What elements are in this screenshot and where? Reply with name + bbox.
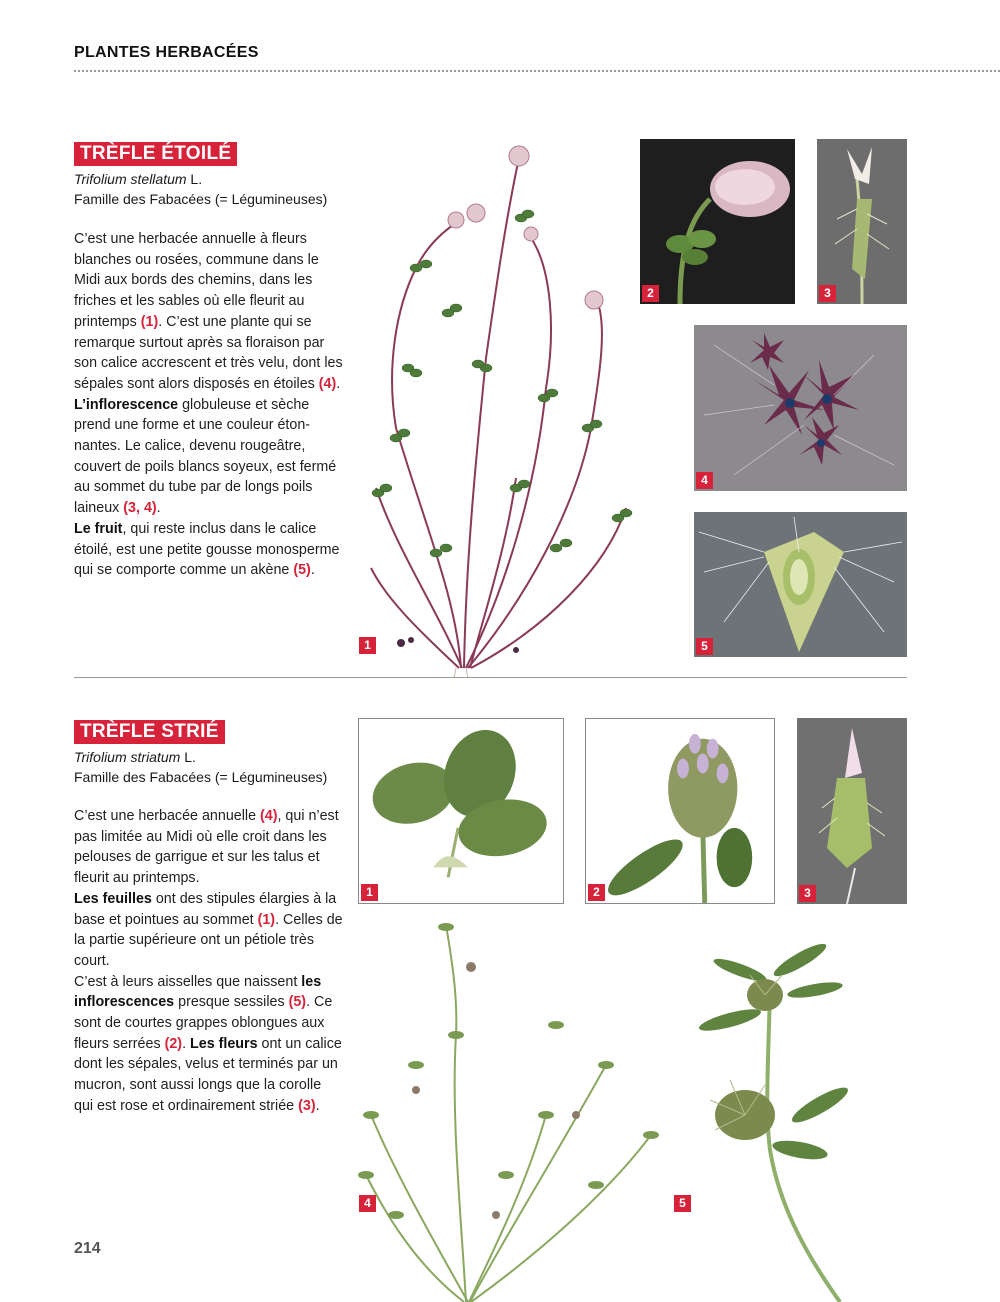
text-run: . Ce sont de courtes grappes oblongues aux fleurs serrées bbox=[74, 994, 333, 1052]
photo-number-badge: 5 bbox=[696, 638, 713, 655]
author-abbrev: L. bbox=[180, 749, 196, 765]
photo-single-flower bbox=[817, 139, 907, 304]
plant-illustration bbox=[356, 128, 641, 678]
text-run: C’est une herbacée annuelle bbox=[74, 808, 260, 824]
photo-number-badge: 2 bbox=[642, 285, 659, 302]
photo-ref: (2) bbox=[164, 1035, 183, 1052]
photo-number-badge: 3 bbox=[819, 285, 836, 302]
text-run: . bbox=[336, 375, 341, 392]
photo-stem-detail bbox=[670, 930, 910, 1302]
author-abbrev: L. bbox=[186, 171, 203, 187]
photo-number-badge: 3 bbox=[799, 885, 816, 902]
species-family: Famille des Fabacées (= Légumineuses) bbox=[74, 191, 328, 207]
photo-ref: (3) bbox=[298, 1097, 316, 1114]
section-divider bbox=[74, 677, 907, 678]
keyword: Les feuilles bbox=[74, 890, 152, 907]
photo-number-badge: 5 bbox=[674, 1195, 691, 1212]
keyword: L’inflorescence bbox=[74, 396, 179, 413]
text-run: C’est une herbacée annuelle à fleurs blanches ou rosées, commune dans le Midi aux bords des chemins, dans les friches et les sables où elle fleurit au printemps bbox=[74, 231, 319, 330]
star-calyces-illustration bbox=[694, 325, 907, 491]
text-run: . bbox=[310, 562, 315, 579]
photo-fruit-calyx bbox=[694, 512, 907, 657]
plant-illustration bbox=[356, 915, 666, 1302]
fruit-calyx-illustration bbox=[694, 512, 907, 657]
leaf-illustration bbox=[359, 719, 563, 903]
text-run: ont des stipules élargies à la base et pointues au sommet bbox=[74, 890, 337, 928]
photo-ref: (1) bbox=[257, 911, 276, 928]
page-number: 214 bbox=[74, 1240, 101, 1257]
section-title: PLANTES HERBACÉES bbox=[74, 44, 259, 61]
photo-ref: (4) bbox=[260, 808, 278, 824]
text-run: . C’est une plante qui se remarque surtout après sa floraison par son calice accrescent et très velu, dont les sépales sont alors disposés en étoiles bbox=[74, 313, 343, 392]
inflorescence-illustration bbox=[586, 719, 774, 903]
photo-ref: (1) bbox=[140, 313, 159, 330]
species-title: TRÈFLE STRIÉ bbox=[74, 720, 225, 744]
text-run: , qui reste inclus dans le calice étoilé, est une petite gousse monosperme qui se comporte comme un akène bbox=[74, 520, 340, 579]
species-title: TRÈFLE ÉTOILÉ bbox=[74, 142, 237, 166]
keyword: Les fleurs bbox=[190, 1035, 258, 1052]
text-run: presque sessiles bbox=[174, 994, 289, 1011]
single-flower-illustration bbox=[817, 139, 907, 304]
photo-star-calyces bbox=[694, 325, 907, 491]
photo-inflorescence bbox=[585, 718, 775, 904]
text-run: . bbox=[315, 1097, 320, 1114]
keyword: les inflorescences bbox=[74, 973, 322, 1011]
flower-head-illustration bbox=[640, 139, 795, 304]
photo-number-badge: 1 bbox=[361, 884, 378, 901]
photo-number-badge: 4 bbox=[359, 1195, 376, 1212]
species-description bbox=[74, 229, 344, 581]
text-run: , qui n’est pas limitée au Midi où elle croit dans les pelouses de garrigue et sur les talus et fleurit au printemps. bbox=[74, 808, 339, 887]
species-latin-name bbox=[74, 169, 202, 189]
photo-ref: (3, 4) bbox=[123, 500, 157, 517]
text-run: ont un calice dont les sépales, velus et terminés par un mucron, sont aussi longs que la corolle qui est rose et ordinairement striée bbox=[74, 1035, 342, 1114]
photo-number-badge: 2 bbox=[588, 884, 605, 901]
photo-whole-plant bbox=[356, 915, 666, 1302]
species-description bbox=[74, 806, 344, 1117]
species-latin-name bbox=[74, 747, 196, 767]
text-run: globuleuse et sèche prend une forme et une couleur étonnantes. Le calice, devenu rougeâtre, couvert de poils blancs soyeux, est fermé au sommet du tube par de longs poils laineux bbox=[74, 396, 337, 517]
striated-flower-illustration bbox=[797, 718, 907, 904]
photo-flower-head bbox=[640, 139, 795, 304]
text-run: . bbox=[156, 500, 161, 517]
photo-ref: (4) bbox=[318, 375, 337, 392]
photo-striated-flower bbox=[797, 718, 907, 904]
text-run: . bbox=[182, 1035, 191, 1052]
photo-number-badge: 4 bbox=[696, 472, 713, 489]
photo-ref: (5) bbox=[293, 562, 311, 579]
photo-whole-plant bbox=[356, 128, 641, 678]
text-run: . Celles de la partie supérieure ont un pétiole très court. bbox=[74, 911, 343, 969]
photo-trifoliate-leaf bbox=[358, 718, 564, 904]
header-dotted-rule bbox=[74, 70, 1000, 72]
photo-number-badge: 1 bbox=[359, 637, 376, 654]
photo-ref: (5) bbox=[288, 994, 307, 1011]
stem-detail-illustration bbox=[670, 930, 910, 1302]
species-family: Famille des Fabacées (= Légumineuses) bbox=[74, 769, 328, 785]
keyword: Le fruit bbox=[74, 520, 123, 537]
latin-binomial: Trifolium stellatum bbox=[74, 171, 187, 187]
text-run: C’est à leurs aisselles que naissent bbox=[74, 973, 302, 990]
latin-binomial: Trifolium striatum bbox=[74, 749, 181, 765]
